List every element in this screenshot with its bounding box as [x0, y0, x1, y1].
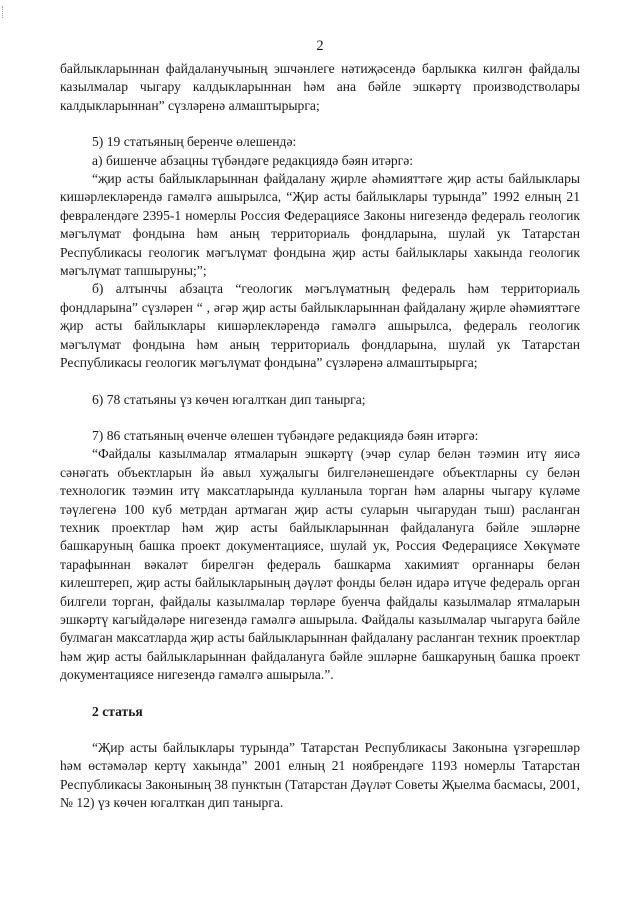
page-number: 2	[316, 38, 324, 54]
paragraph-quote-a: “җир асты байлыкларыннан файдалану җирле әһәмияттәге җир асты байлыклары кишәрлекләрендә гамәлгә ашырылса, “Җир асты байлыклары турында” 1992 елның 21 февралендәге 2395-1 номерлы Россия Федерациясе Законы нигезендә федераль геологик мәгълүмат фондына һәм аның территориаль фондларына, шулай ук Татарстан Республикасы геологик мәгълүмат фондына җир асты байлыклары хакында геологик мәгълүмат тапшыруны;”;	[60, 171, 580, 279]
paragraph-subitem-b: б) алтынчы абзацта “геологик мәгълүматның федераль һәм территориаль фондларына” сүзләрен “ , әгәр җир асты байлыкларыннан файдалану җирле әһәмияттәге җир асты байлыклары кишәрлекләрендә гамәлгә ашырылса, федераль геологик мәгълүмат фондына һәм аның территориаль фондларына, шулай ук Татарстан Республикасы геологик мәгълүмат фондына” сүзләренә алмаштырырга;	[60, 281, 580, 371]
document-body	[60, 60, 580, 813]
paragraph-subitem-a: а) бишенче абзацны түбәндәге редакциядә бәян итәргә:	[92, 152, 414, 168]
paragraph-item-5: 5) 19 статьяның беренче өлешендә:	[92, 134, 297, 150]
paragraph-item-7: 7) 86 статьяның өченче өлешен түбәндәге редакциядә бәян итәргә:	[92, 427, 479, 443]
article-heading: 2 статья	[92, 703, 143, 719]
paragraph-continuation: байлыкларыннан файдаланучының эшчәнлеге нәтиҗәсендә барлыкка килгән файдалы казылмалар чыгару калдыкларыннан һәм ана бәйле эшкәртү производстволары калдыкларыннан” сүзләренә алмаштырырга;	[60, 61, 580, 113]
scan-edge-mark	[2, 6, 5, 18]
paragraph-item-6: 6) 78 статьяны үз көчен югалткан дип танырга;	[92, 391, 366, 407]
paragraph-article-2: “Җир асты байлыклары турында” Татарстан Республикасы Законына үзгәрешләр һәм өстәмәләр кертү хакында” 2001 елның 21 ноябрендәге 1193 номерлы Татарстан Республикасы Законының 38 пунктын (Татарстан Дәүләт Советы Җыелма басмасы, 2001, № 12) үз көчен югалткан дип танырга.	[60, 740, 580, 811]
paragraph-quote-7: “Файдалы казылмалар ятмаларын эшкәртү (эчәр сулар белән тәэмин итү яисә сәнәгать объектларын йә авыл хуҗалыгы билгеләнешендәге объектларны су белән технологик тәэмин итү максатларында кулланыла торган һәм аларны чыгару күләме тәүлегенә 100 куб метрдан артмаган җир асты суларын чыгарудан тыш) расланган техник проектлар һәм җир асты байлыкларыннан файдалануга бәйле эшләрне башкаруның башка проект документациясе, шулай ук, Россия Федерациясе Хөкүмәте тарафыннан вәкаләт бирелгән федераль башкарма хакимият органнары белән килештереп, җир асты байлыкларының дәүләт фонды белән идарә итүче федераль орган билгели торган, файдалы казылмалар төрләре буенча файдалы казылмалар ятмаларын эшкәртү кагыйдәләре нигезендә гамәлгә ашырыла. Файдалы казылмалар чыгаруга бәйле булмаган максатларда җир асты байлыкларыннан файдалану расланган техник проектлар һәм җир асты байлыкларыннан файдалануга бәйле эшләрне башкаруның башка проект документациясе нигезендә гамәлгә ашырыла.”.	[60, 446, 580, 683]
